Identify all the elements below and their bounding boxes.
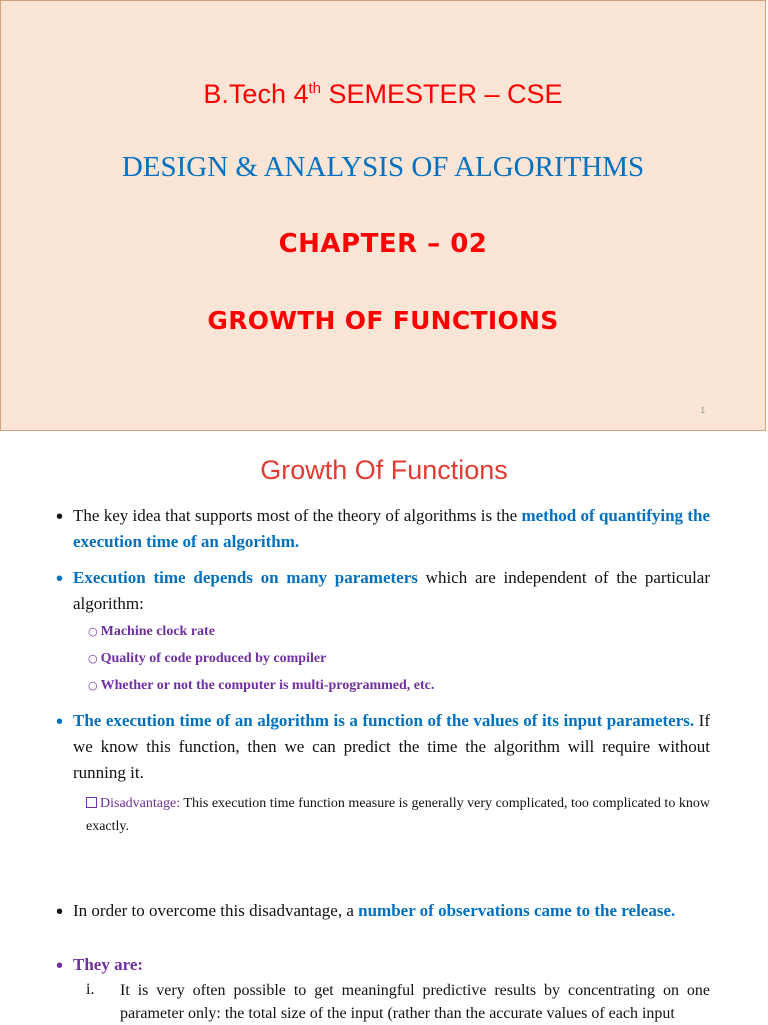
bullet-icon: • bbox=[56, 955, 64, 977]
observation-i-text: It is very often possible to get meaningful predictive results by concentrating on one parameter only: the total size of the input (rather than the accurate values of each input bbox=[120, 982, 710, 1022]
paragraph-exec-time bbox=[73, 565, 710, 617]
p1-highlight: method of quantifying the execution time of an algorithm. bbox=[73, 506, 710, 551]
paragraph-key-idea bbox=[73, 503, 710, 555]
circle-bullet-icon: ○ bbox=[88, 679, 98, 692]
bullet-icon: • bbox=[56, 901, 64, 923]
disadvantage-note bbox=[86, 792, 710, 838]
p2-highlight: Execution time depends on many parameters bbox=[73, 568, 418, 587]
bullet-icon: • bbox=[56, 568, 64, 590]
sub-item-label: Whether or not the computer is multi-programmed, etc. bbox=[100, 678, 435, 693]
paragraph-observations bbox=[73, 898, 710, 924]
sub-item-multiprogrammed bbox=[88, 678, 434, 694]
sub-item-code-quality bbox=[88, 651, 326, 667]
p4-text: In order to overcome this disadvantage, a bbox=[73, 901, 359, 920]
page-number: 1 bbox=[700, 406, 705, 415]
disadvantage-text: This execution time function measure is generally very complicated, too complicated to know exactly. bbox=[86, 796, 710, 834]
title-slide bbox=[0, 0, 766, 431]
chapter-title: CHAPTER – 02 bbox=[278, 229, 488, 259]
semester-text: B.Tech 4 bbox=[203, 79, 309, 109]
semester-heading bbox=[1, 79, 765, 110]
paragraph-function bbox=[73, 708, 710, 786]
semester-superscript: th bbox=[308, 80, 321, 97]
sub-item-clock-rate bbox=[88, 624, 215, 640]
p4-highlight: number of observations came to the release. bbox=[358, 901, 676, 920]
p3-text: If we know this function, then we can predict the time the algorithm will require without running it. bbox=[73, 711, 710, 782]
course-title: DESIGN & ANALYSIS OF ALGORITHMS bbox=[121, 151, 645, 183]
square-bullet-icon bbox=[86, 797, 97, 808]
circle-bullet-icon: ○ bbox=[88, 625, 98, 638]
roman-numeral: i. bbox=[86, 981, 95, 998]
sub-item-label: Quality of code produced by compiler bbox=[100, 651, 327, 666]
circle-bullet-icon: ○ bbox=[88, 652, 98, 665]
semester-text-rest: SEMESTER – CSE bbox=[321, 79, 563, 109]
they-are-heading: They are: bbox=[73, 955, 144, 974]
p1-text: The key idea that supports most of the theory of algorithms is the bbox=[73, 506, 522, 525]
bullet-icon: • bbox=[56, 506, 64, 528]
slide-title: Growth Of Functions bbox=[260, 455, 508, 485]
bullet-icon: • bbox=[56, 711, 64, 733]
p2-text: which are independent of the particular algorithm: bbox=[73, 568, 711, 613]
disadvantage-label: Disadvantage: bbox=[100, 796, 181, 811]
p3-highlight: The execution time of an algorithm is a function of the values of its input parameters. bbox=[73, 711, 695, 730]
topic-title: GROWTH OF FUNCTIONS bbox=[207, 306, 559, 335]
sub-item-label: Machine clock rate bbox=[100, 624, 215, 639]
